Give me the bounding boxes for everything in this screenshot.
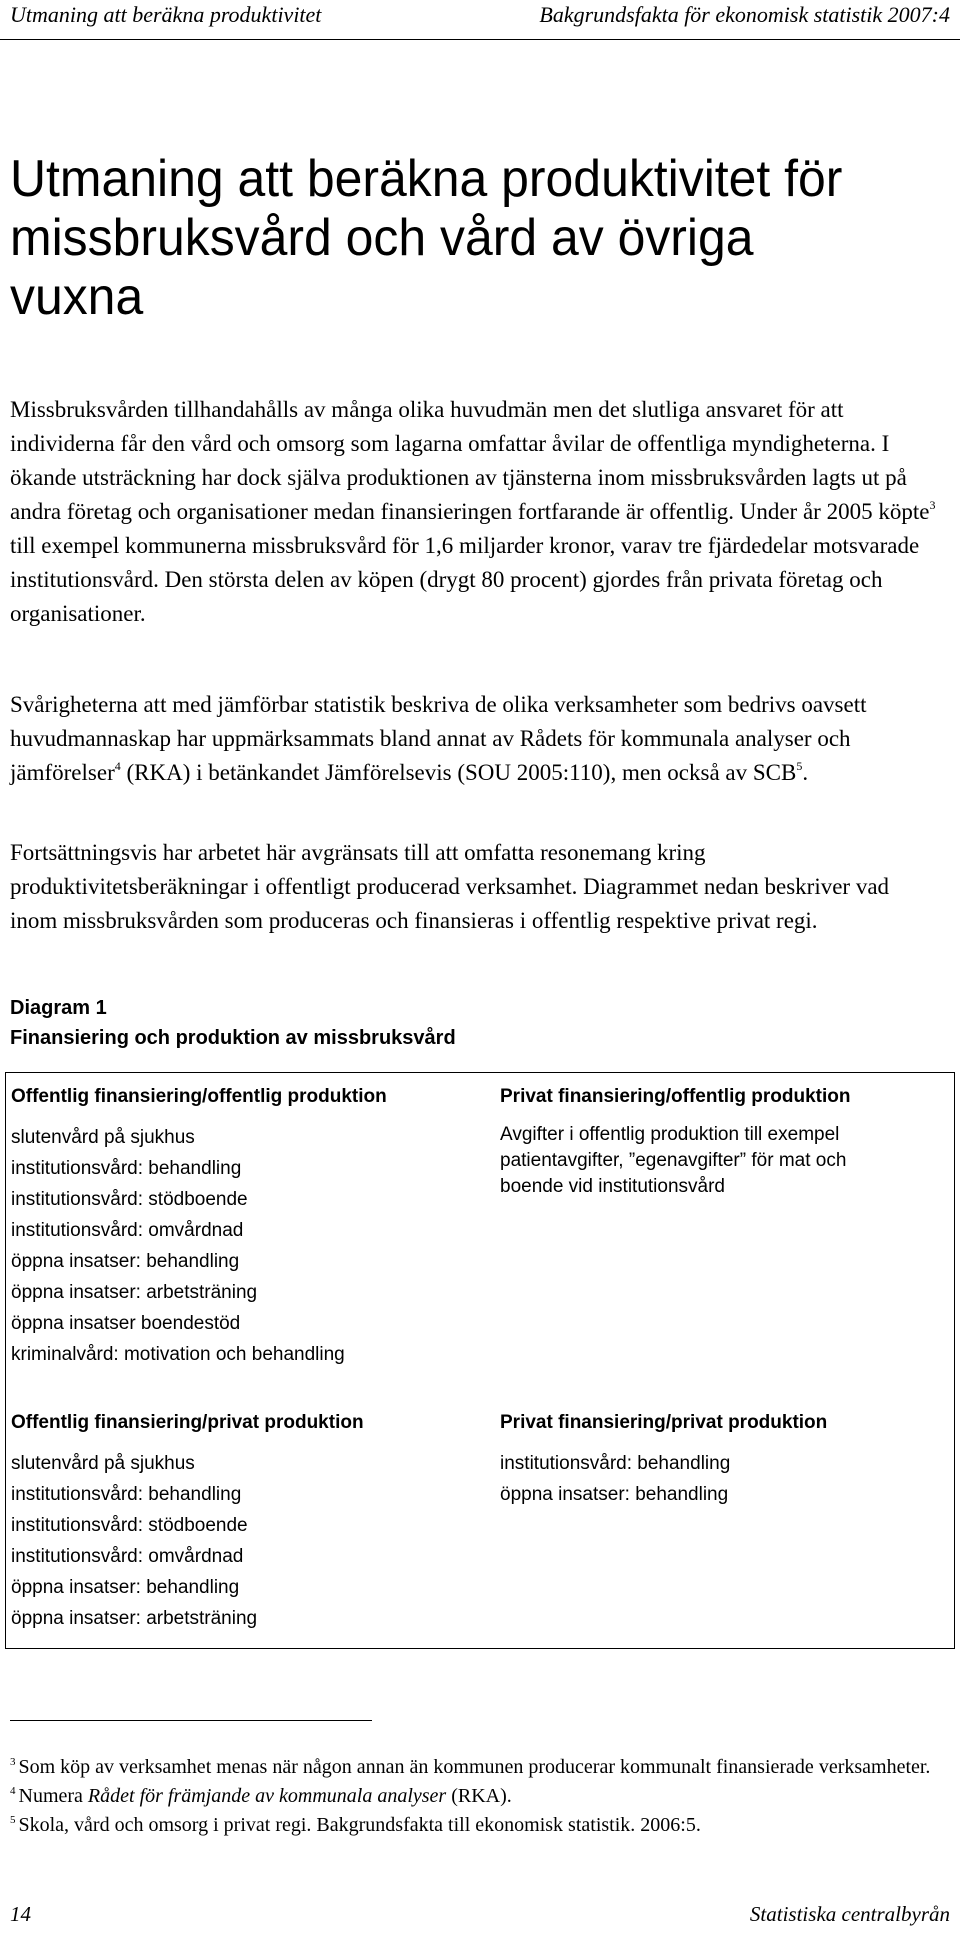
list-item: öppna insatser: behandling [11, 1577, 240, 1598]
footnote-italic-title: Rådet för främjande av kommunala analyser [87, 1785, 447, 1807]
quadrant-heading: Offentlig finansiering/offentlig produktion [11, 1086, 387, 1107]
paragraph-text: Svårigheterna att med jämförbar statistik beskriva de olika verksamheter som bedrivs oavsett huvudmannaskap har uppmärksammats bland annat av Rådets för kommunala analyser och jämförelser [10, 692, 867, 785]
quadrant-heading: Offentlig finansiering/privat produktion [11, 1412, 364, 1433]
quadrant-description [500, 1122, 940, 1200]
quadrant-item-list [11, 1122, 486, 1370]
list-item: öppna insatser: behandling [500, 1484, 729, 1505]
footnote-ref-5[interactable]: 5 [796, 759, 803, 773]
quadrant-private-financing-private-production [500, 1407, 940, 1510]
footnotes [10, 1754, 940, 1841]
list-item: slutenvård på sjukhus [11, 1127, 195, 1148]
paragraph-text: . [802, 760, 809, 785]
footnote-ref-4[interactable]: 4 [114, 759, 121, 773]
running-header [0, 0, 960, 30]
footnote-ref-3[interactable]: 3 [929, 498, 936, 512]
footnote-number: 4 [10, 1785, 16, 1797]
list-item: öppna insatser: behandling [11, 1251, 240, 1272]
header-series: Bakgrundsfakta för ekonomisk statistik 2007:4 [539, 2, 950, 27]
list-item: öppna insatser: arbetsträning [11, 1608, 258, 1629]
title-line: Utmaning att beräkna produktivitet för [10, 150, 843, 208]
list-item: institutionsvård: behandling [500, 1453, 731, 1474]
quadrant-public-financing-private-production [11, 1407, 486, 1634]
paragraph-text: Missbruksvården tillhandahålls av många olika huvudmän men det slutliga ansvaret för att individerna får den vård och omsorg som lagarna omfattar åvilar de offentliga myndigheterna. I ökande utsträckning har dock själva produktionen av tjänsterna inom missbruksvården lagts ut på andra företag och organisationer medan finansieringen fortfarande är offentlig. Under år 2005 köpte [10, 397, 930, 524]
description-line: boende vid institutionsvård [500, 1176, 725, 1197]
quadrant-item-list [500, 1448, 940, 1510]
financing-production-diagram [5, 1072, 955, 1649]
paragraph-text: till exempel kommunerna missbruksvård för 1,6 miljarder kronor, varav tre fjärdedelar motsvarade institutionsvård. Den största delen av köpen (drygt 80 procent) gjordes från privata företag och organisationer. [10, 533, 920, 626]
footnote-text: Skola, vård och omsorg i privat regi. Bakgrundsfakta till ekonomisk statistik. 2006:5. [18, 1814, 701, 1836]
diagram-label: Diagram 1 [10, 997, 107, 1019]
title-line: missbruksvård och vård av övriga [10, 209, 754, 267]
footnote-number: 3 [10, 1756, 16, 1768]
list-item: institutionsvård: stödboende [11, 1515, 248, 1536]
paragraph-intro [10, 393, 940, 631]
header-divider [0, 39, 960, 40]
list-item: öppna insatser boendestöd [11, 1313, 241, 1334]
page-footer [0, 1902, 960, 1932]
paragraph-comparability [10, 688, 940, 790]
footnote-text: (RKA). [446, 1785, 512, 1807]
footnote-number: 5 [10, 1814, 16, 1826]
page-number: 14 [10, 1902, 31, 1926]
footnote-4 [10, 1783, 940, 1810]
list-item: institutionsvård: behandling [11, 1158, 242, 1179]
paragraph-text: (RKA) i betänkandet Jämförelsevis (SOU 2005:110), men också av SCB [120, 760, 797, 785]
description-line: patientavgifter, ”egenavgifter” för mat och [500, 1150, 847, 1171]
footnote-5 [10, 1812, 940, 1839]
list-item: kriminalvård: motivation och behandling [11, 1344, 345, 1365]
footnote-3 [10, 1754, 940, 1781]
quadrant-item-list [11, 1448, 486, 1634]
description-line: Avgifter i offentlig produktion till exempel [500, 1124, 840, 1145]
quadrant-public-financing-public-production [11, 1081, 486, 1370]
quadrant-heading: Privat finansiering/privat produktion [500, 1412, 828, 1433]
list-item: institutionsvård: omvårdnad [11, 1546, 244, 1567]
title-line: vuxna [10, 268, 144, 326]
quadrant-heading: Privat finansiering/offentlig produktion [500, 1086, 851, 1107]
list-item: slutenvård på sjukhus [11, 1453, 195, 1474]
footnote-text: Numera [18, 1785, 88, 1807]
header-publication-title: Utmaning att beräkna produktivitet [10, 2, 322, 27]
list-item: institutionsvård: stödboende [11, 1189, 248, 1210]
list-item: öppna insatser: arbetsträning [11, 1282, 258, 1303]
paragraph-scope: Fortsättningsvis har arbetet här avgränsats till att omfatta resonemang kring produktivitetsberäkningar i offentligt producerad verksamhet. Diagrammet nedan beskriver vad inom missbruksvården som produceras och finansieras i offentlig respektive privat regi. [10, 840, 890, 933]
footnote-text: Som köp av verksamhet menas när någon annan än kommunen producerar kommunalt finansierade verksamheter. [18, 1756, 931, 1778]
page-title [10, 150, 903, 327]
diagram-title: Finansiering och produktion av missbruksvård [10, 1027, 456, 1049]
quadrant-private-financing-public-production [500, 1081, 940, 1200]
publisher-name: Statistiska centralbyrån [749, 1902, 950, 1926]
list-item: institutionsvård: behandling [11, 1484, 242, 1505]
footnote-separator [10, 1720, 372, 1721]
list-item: institutionsvård: omvårdnad [11, 1220, 244, 1241]
